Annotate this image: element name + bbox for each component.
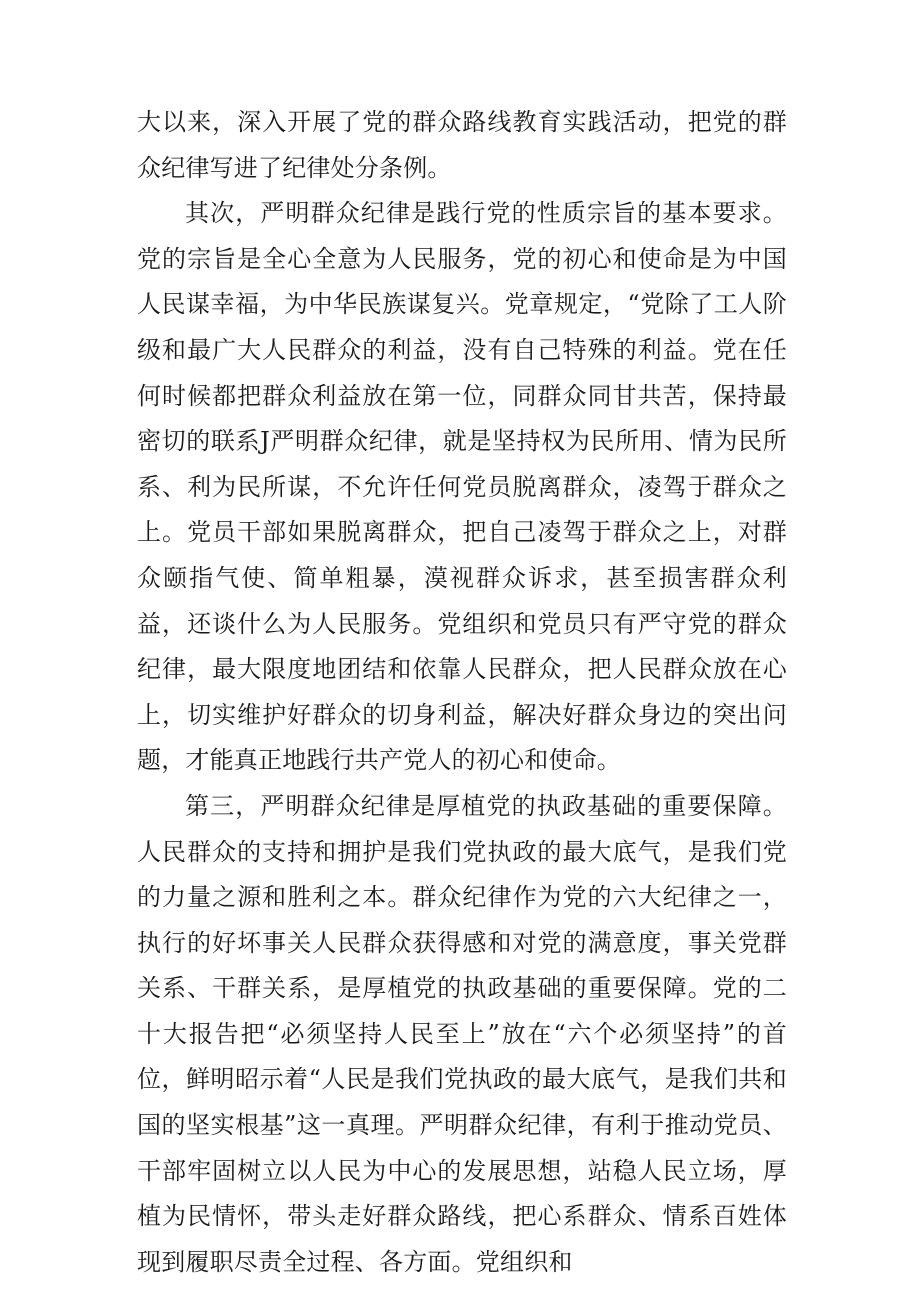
paragraph-thirdly: 第三，严明群众纪律是厚植党的执政基础的重要保障。人民群众的支持和拥护是我们党执政的最大底气，是我们党的力量之源和胜利之本。群众纪律作为党的六大纪律之一，执行的好坏事关人民群众获得感和对党的满意度，事关党群关系、干群关系，是厚植党的执政基础的重要保障。党的二十大报告把“必须坚持人民至上”放在“六个必须坚持”的首位，鲜明昭示着“人民是我们党执政的最大底气，是我们共和国的坚实根基”这一真理。严明群众纪律，有利于推动党员、干部牢固树立以人民为中心的发展思想，站稳人民立场，厚植为民情怀，带头走好群众路线，把心系群众、情系百姓体现到履职尽责全过程、各方面。党组织和: [137, 791, 787, 1276]
paragraph-continuation: 大以来，深入开展了党的群众路线教育实践活动，把党的群众纪律写进了纪律处分条例。: [137, 108, 787, 182]
document-body: [137, 100, 787, 1285]
paragraph-secondly: 其次，严明群众纪律是践行党的性质宗旨的基本要求。党的宗旨是全心全意为人民服务，党的初心和使命是为中国人民谋幸福，为中华民族谋复兴。党章规定，“党除了工人阶级和最广大人民群众的利益，没有自己特殊的利益。党在任何时候都把群众利益放在第一位，同群众同甘共苦，保持最密切的联系J严明群众纪律，就是坚持权为民所用、情为民所系、利为民所谋，不允许任何党员脱离群众，凌驾于群众之上。党员干部如果脱离群众，把自己凌驾于群众之上，对群众颐指气使、简单粗暴，漠视群众诉求，甚至损害群众利益，还谈什么为人民服务。党组织和党员只有严守党的群众纪律，最大限度地团结和依靠人民群众，把人民群众放在心上，切实维护好群众的切身利益，解决好群众身边的突出问题，才能真正地践行共产党人的初心和使命。: [137, 199, 787, 775]
